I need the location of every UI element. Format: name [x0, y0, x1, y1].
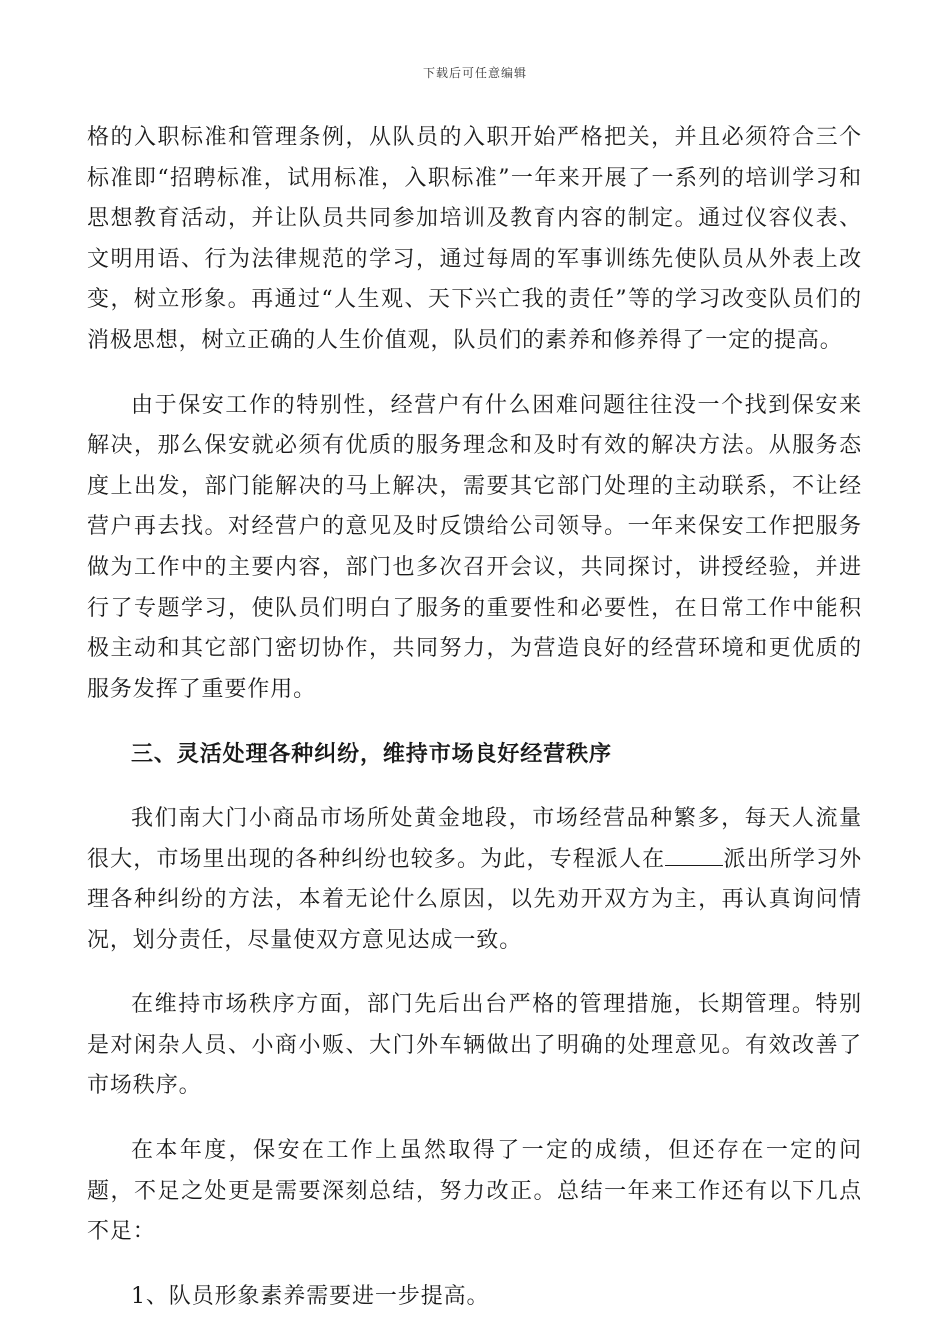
paragraph-disputes	[87, 799, 862, 961]
document-body	[87, 118, 862, 1341]
paragraph-market-order: 在维持市场秩序方面，部门先后出台严格的管理措施，长期管理。特别是对闲杂人员、小商小贩、大门外车辆做出了明确的处理意见。有效改善了市场秩序。	[87, 992, 862, 1099]
paragraph-disputes-part1: 我们南大门小商品市场所处黄金地段，市场经营品种繁多，每天人流量很大，市场里出现的各种纠纷也较多。为此，专程派人在	[87, 805, 862, 872]
list-item-1: 1、队员形象素养需要进一步提高。	[131, 1283, 490, 1309]
paragraph-recruitment-training: 格的入职标准和管理条例，从队员的入职开始严格把关，并且必须符合三个标准即“招聘标准，试用标准，入职标准”一年来开展了一系列的培训学习和思想教育活动，并让队员共同参加培训及教育内容的制定。通过仪容仪表、文明用语、行为法律规范的学习，通过每周的军事训练先使队员从外表上改变，树立形象。再通过“人生观、天下兴亡我的责任”等的学习改变队员们的消极思想，树立正确的人生价值观，队员们的素养和修养得了一定的提高。	[87, 125, 862, 353]
paragraph-disputes-part2: 派出所学习外理各种纠纷的方法，本着无论什么原因，以先劝开双方为主，再认真询问情况，划分责任，尽量使双方意见达成一致。	[87, 846, 862, 953]
blank-underline	[665, 845, 723, 866]
page-header: 下载后可任意编辑	[422, 66, 527, 80]
section-heading-three: 三、灵活处理各种纠纷，维持市场良好经营秩序	[131, 741, 612, 768]
paragraph-service: 由于保安工作的特别性，经营户有什么困难问题往往没一个找到保安来解决，那么保安就必须有优质的服务理念和及时有效的解决方法。从服务态度上出发，部门能解决的马上解决，需要其它部门处理的主动联系，不让经营户再去找。对经营户的意见及时反馈给公司领导。一年来保安工作把服务做为工作中的主要内容，部门也多次召开会议，共同探讨，讲授经验，并进行了专题学习，使队员们明白了服务的重要性和必要性，在日常工作中能积极主动和其它部门密切协作，共同努力，为营造良好的经营环境和更优质的服务发挥了重要作用。	[87, 392, 862, 702]
paragraph-shortcomings: 在本年度，保安在工作上虽然取得了一定的成绩，但还存在一定的问题，不足之处更是需要深刻总结，努力改正。总结一年来工作还有以下几点不足：	[87, 1138, 862, 1245]
